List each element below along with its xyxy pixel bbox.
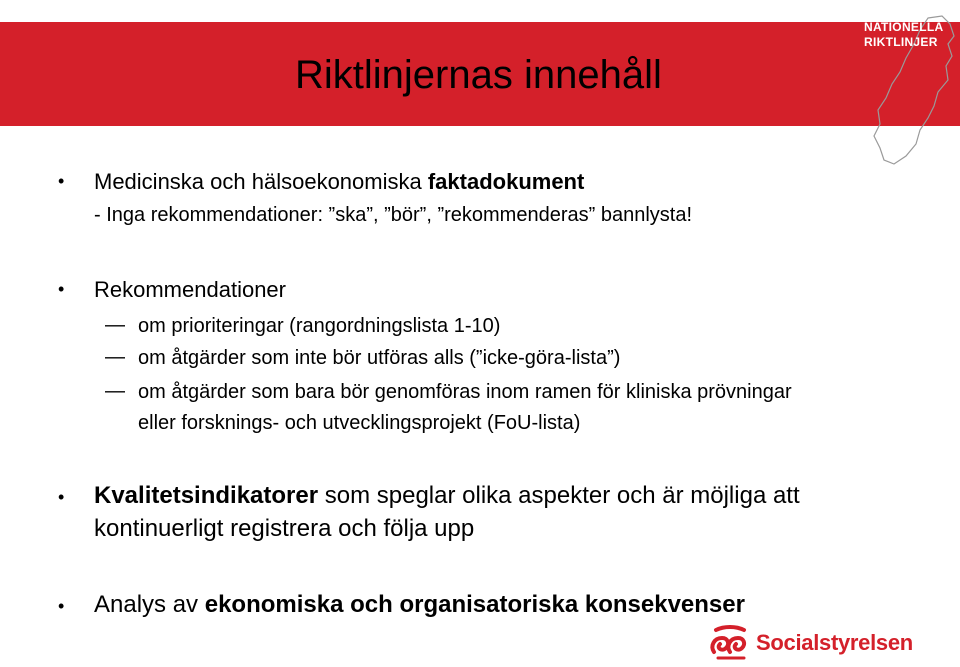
bullet-3-line2: kontinuerligt registrera och följa upp: [94, 515, 475, 542]
bullet-2-item: om prioriteringar (rangordningslista 1-10): [138, 315, 501, 337]
bullet-4-prefix: Analys av: [94, 591, 205, 618]
bullet-dot: •: [58, 279, 65, 299]
bullet-2-heading: Rekommendationer: [94, 277, 286, 302]
bullet-3-text: [94, 481, 800, 511]
slide-title: Riktlinjernas innehåll: [295, 53, 662, 97]
brand-name: Socialstyrelsen: [756, 630, 913, 655]
bullet-4-text: [94, 590, 745, 620]
bullet-4-bold: ekonomiska och organisatoriska konsekvenser: [204, 591, 745, 618]
bullet-2-item-continuation: eller forsknings- och utvecklingsprojekt (FoU-lista): [138, 412, 581, 434]
bullet-dot: •: [58, 171, 65, 191]
bullet-1-prefix: Medicinska och hälsoekonomiska: [94, 169, 428, 194]
dash-marker: —: [105, 380, 125, 402]
bullet-3-rest: som speglar olika aspekter och är möjliga att: [318, 482, 800, 509]
bullet-1-bold: faktadokument: [427, 169, 585, 194]
bullet-1-text: [94, 167, 584, 197]
bullet-2-item: om åtgärder som bara bör genomföras inom ramen för kliniska prövningar: [138, 381, 792, 403]
bullet-1-subline: - Inga rekommendationer: ”ska”, ”bör”, ”rekommenderas” bannlysta!: [94, 204, 693, 226]
socialstyrelsen-logo-icon: [708, 622, 752, 662]
logo-text-line1: NATIONELLA: [864, 20, 944, 34]
logo-text-line2: RIKTLINJER: [864, 35, 938, 49]
bullet-dot: •: [58, 487, 65, 507]
socialstyrelsen-logo: [708, 622, 948, 662]
dash-marker: —: [105, 346, 125, 368]
bullet-dot: •: [58, 596, 65, 616]
bullet-3-bold: Kvalitetsindikatorer: [94, 482, 319, 509]
bullet-2-item: om åtgärder som inte bör utföras alls (”icke-göra-lista”): [138, 347, 621, 369]
dash-marker: —: [105, 314, 125, 336]
